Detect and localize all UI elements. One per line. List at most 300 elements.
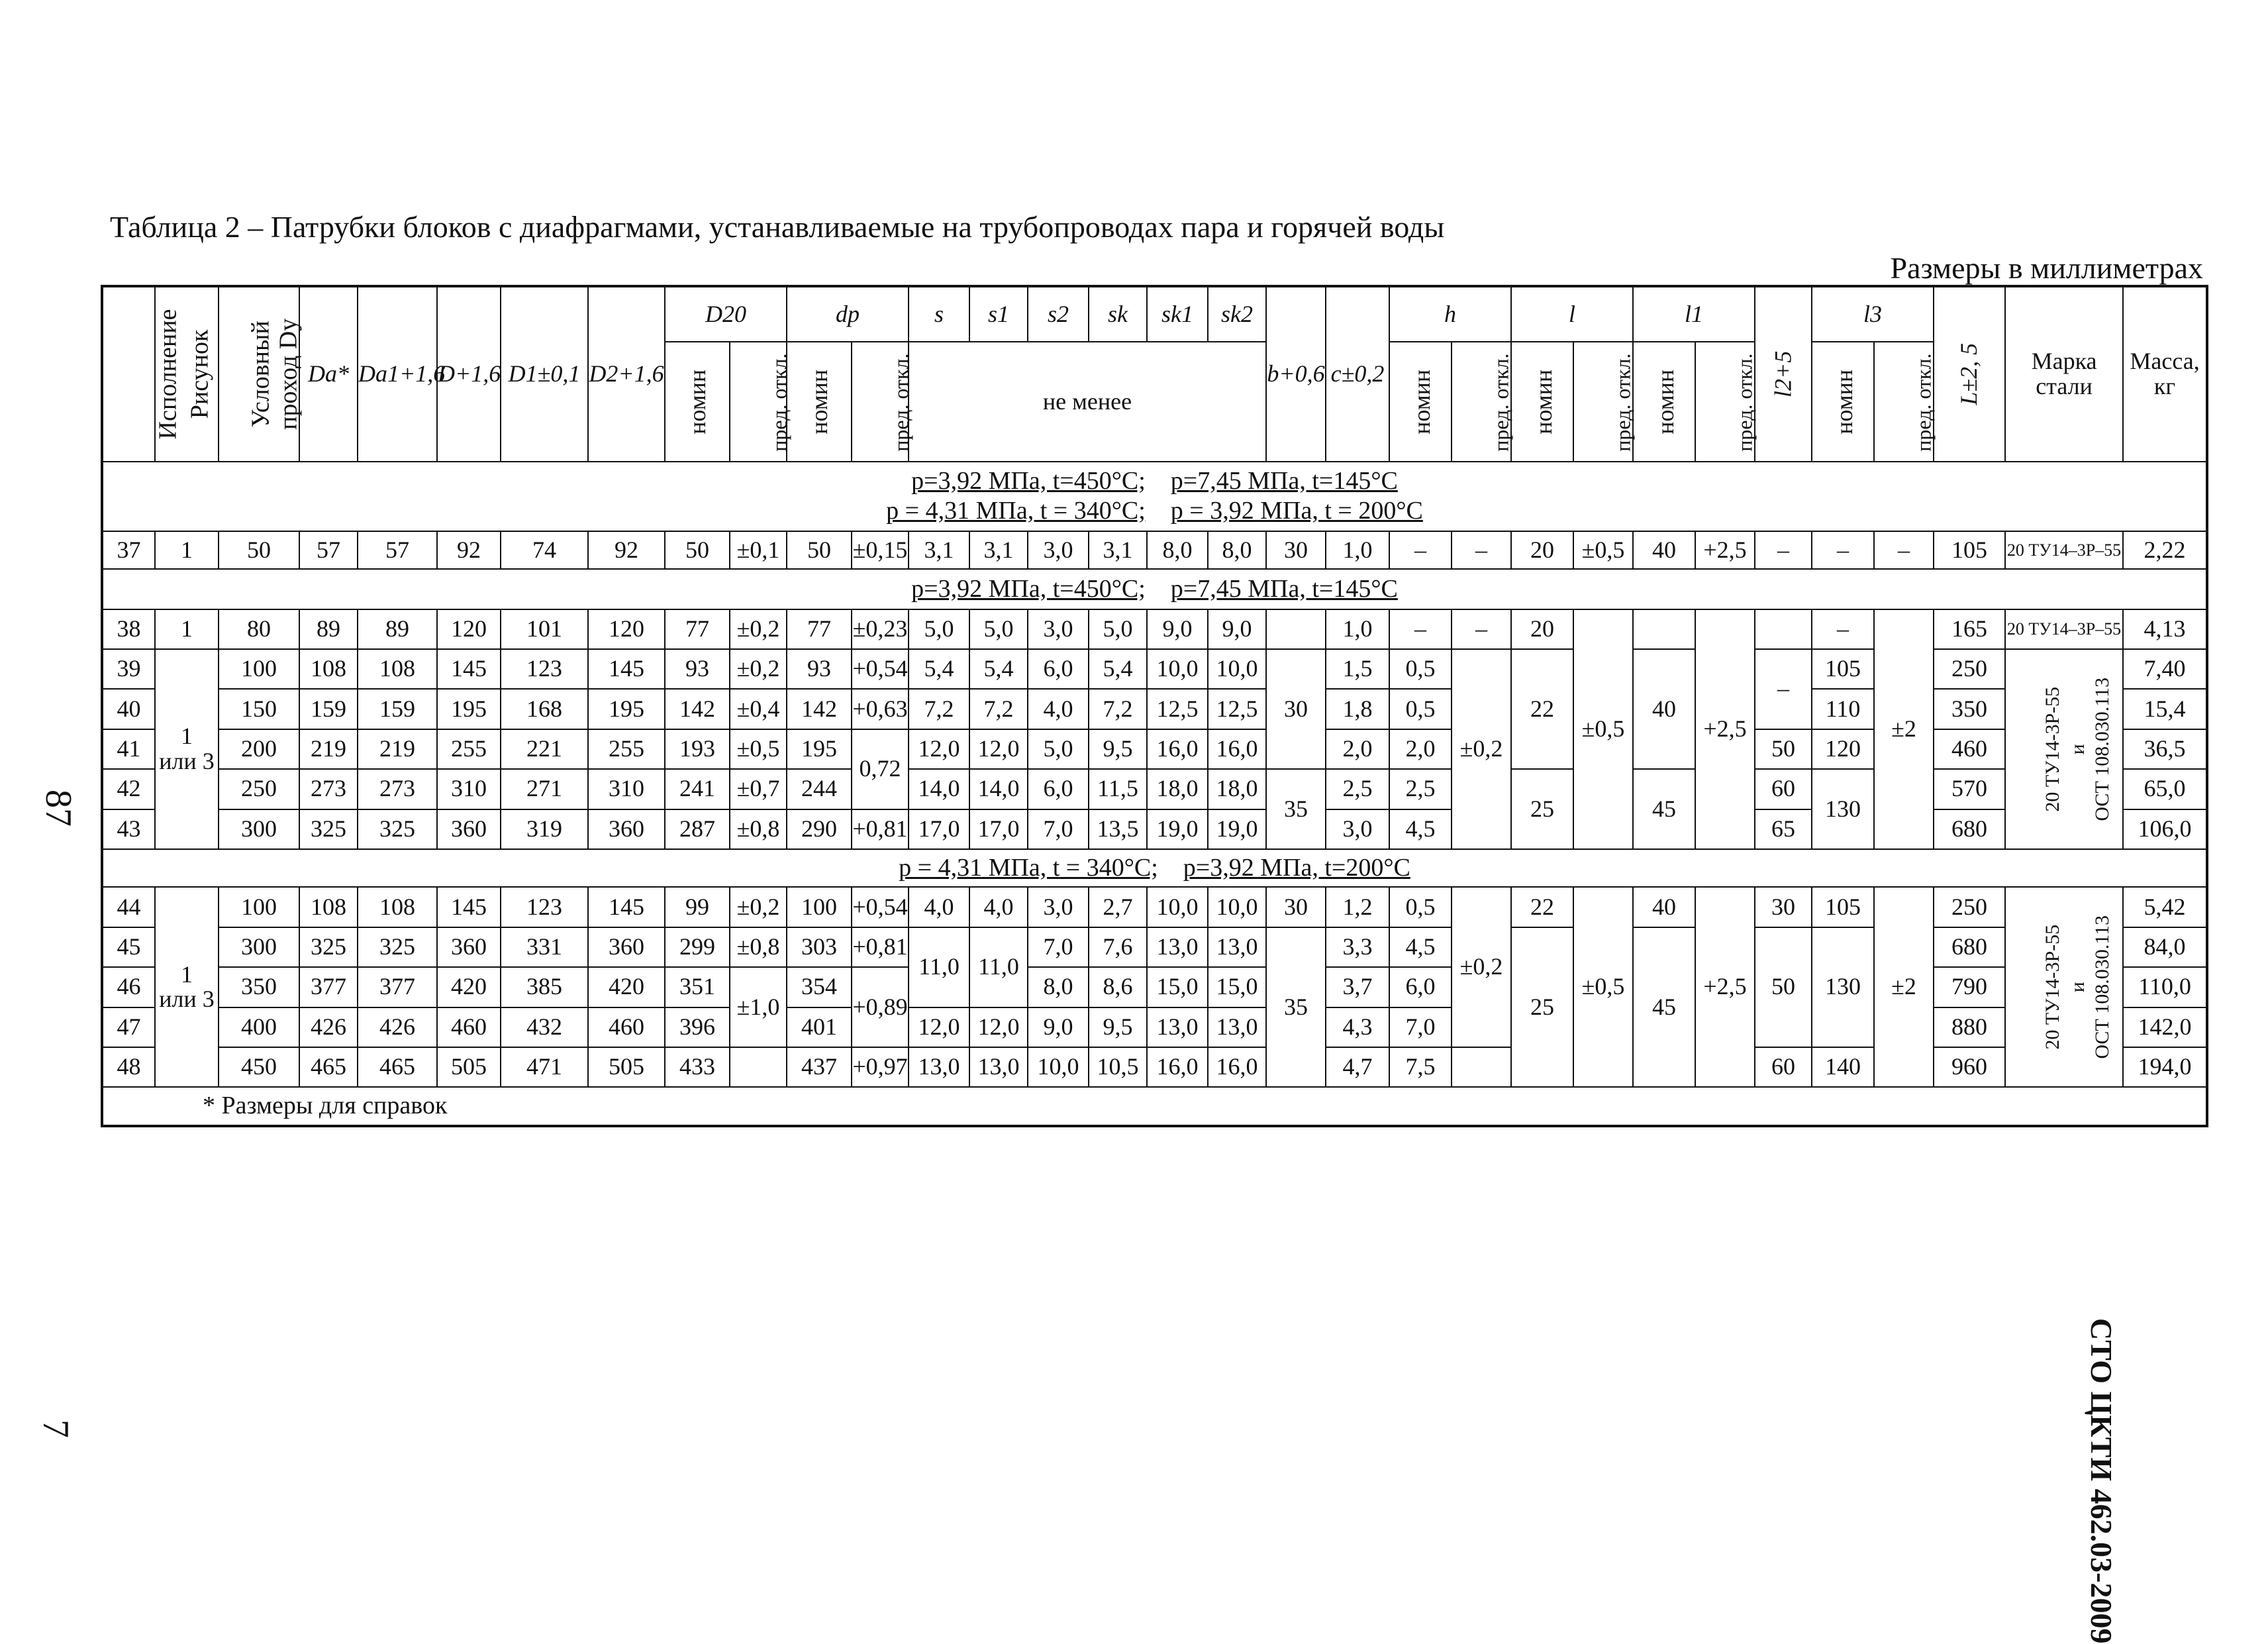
table-cell: 3,0 (1028, 531, 1089, 569)
table-cell: 40 (1633, 531, 1695, 569)
table-cell: 14,0 (909, 769, 969, 809)
header-l3-nomin: номин (1812, 342, 1874, 462)
condition-row (102, 849, 2207, 887)
table-cell: 7,6 (1089, 927, 1147, 967)
table-cell: 5,0 (1028, 729, 1089, 769)
table-cell: 195 (437, 689, 501, 729)
table-cell: 4,3 (1326, 1007, 1389, 1047)
table-cell: 7,2 (969, 689, 1028, 729)
table-cell: 20 ТУ14–3Р–55 (2005, 609, 2123, 649)
table-cell: 351 (665, 967, 730, 1007)
table-cell: 2,0 (1326, 729, 1389, 769)
page-number-bottom: 7 (35, 1419, 76, 1438)
table-cell: 108 (299, 649, 358, 689)
table-cell: 123 (501, 649, 588, 689)
table-cell: 10,0 (1147, 887, 1208, 927)
table-cell: 460 (1934, 729, 2005, 769)
table-cell: 12,0 (969, 729, 1028, 769)
table-cell: 35 (1266, 769, 1326, 849)
table-cell: 39 (102, 649, 155, 689)
table-cell: 65,0 (2123, 769, 2207, 809)
table-cell: 13,0 (1208, 927, 1266, 967)
table-cell: 145 (588, 649, 665, 689)
header-ispolnenie: Исполнение (102, 286, 155, 462)
table-cell: 5,42 (2123, 887, 2207, 927)
table-cell: 16,0 (1208, 1047, 1266, 1087)
table-cell: 377 (358, 967, 437, 1007)
table-cell: 420 (437, 967, 501, 1007)
table-cell: 505 (588, 1047, 665, 1087)
table-cell: 1,8 (1326, 689, 1389, 729)
table-cell: – (1812, 609, 1874, 649)
table-cell: 13,0 (969, 1047, 1028, 1087)
table-cell: 200 (219, 729, 299, 769)
table-cell: 5,4 (969, 649, 1028, 689)
header-risunok: Рисунок (155, 286, 219, 462)
table-cell: 100 (787, 887, 852, 927)
table-cell: 77 (787, 609, 852, 649)
table-cell: ±2 (1874, 609, 1934, 849)
table-cell: 360 (588, 927, 665, 967)
table-cell: 319 (501, 809, 588, 849)
header-c: c±0,2 (1326, 286, 1389, 462)
table-cell: 0,72 (852, 729, 909, 809)
table-cell: 19,0 (1208, 809, 1266, 849)
header-d20: D20 (665, 286, 787, 342)
table-cell: 40 (102, 689, 155, 729)
steel-cell: 20 ТУ14-3Р-55 и ОСТ 108.030.113 (2005, 887, 2123, 1087)
table-cell: 25 (1511, 927, 1573, 1088)
header-h: h (1389, 286, 1511, 342)
table-cell: ±0,2 (1452, 649, 1511, 849)
table-cell: 159 (358, 689, 437, 729)
table-cell: 3,0 (1028, 887, 1089, 927)
table-cell: – (1812, 531, 1874, 569)
table-title: Таблица 2 – Патрубки блоков с диафрагмами, устанавливаемые на трубопроводах пара и горячей воды (110, 210, 1445, 244)
table-cell: 8,6 (1089, 967, 1147, 1007)
table-cell: 37 (102, 531, 155, 569)
table-cell: 1,2 (1326, 887, 1389, 927)
header-da1: Da1+1,6 (358, 286, 437, 462)
table-cell: – (1389, 609, 1452, 649)
table-cell: 89 (299, 609, 358, 649)
header-sk1: sk1 (1147, 286, 1208, 342)
table-cell: 20 (1511, 531, 1573, 569)
condition-row (102, 569, 2207, 609)
table-cell: 15,4 (2123, 689, 2207, 729)
table-cell: 42 (102, 769, 155, 809)
condition-row (102, 462, 2207, 531)
table-cell: ±0,15 (852, 531, 909, 569)
table-cell: 6,0 (1028, 649, 1089, 689)
table-cell: 4,7 (1326, 1047, 1389, 1087)
table-cell: 36,5 (2123, 729, 2207, 769)
table-cell: 19,0 (1147, 809, 1208, 849)
condition-text: p=3,92 МПа, t=450°С; p=7,45 МПа, t=145°С (102, 569, 2207, 609)
table-cell: 74 (501, 531, 588, 569)
table-cell: 460 (437, 1007, 501, 1047)
table-cell: 165 (1934, 609, 2005, 649)
header-d2: D2+1,6 (588, 286, 665, 462)
table-cell: 30 (1755, 887, 1812, 927)
table-cell (1633, 609, 1695, 649)
table-cell: 221 (501, 729, 588, 769)
table-cell: 105 (1812, 649, 1874, 689)
table-cell: 12,5 (1147, 689, 1208, 729)
table-cell: +0,81 (852, 809, 909, 849)
table-cell: 310 (588, 769, 665, 809)
table-cell: 0,5 (1389, 689, 1452, 729)
table-cell: 20 (1511, 609, 1573, 649)
table-cell: 18,0 (1208, 769, 1266, 809)
table-cell: ±2 (1874, 887, 1934, 1087)
table-cell: ±0,2 (730, 649, 787, 689)
steel-cell: 20 ТУ14-3Р-55 и ОСТ 108.030.113 (2005, 649, 2123, 849)
table-cell: 505 (437, 1047, 501, 1087)
table-cell: 194,0 (2123, 1047, 2207, 1087)
header-b: b+0,6 (1266, 286, 1326, 462)
table-cell: – (1755, 649, 1812, 729)
table-cell: 244 (787, 769, 852, 809)
table-cell: 16,0 (1147, 1047, 1208, 1087)
table-cell: ±0,8 (730, 927, 787, 967)
table-cell: 219 (299, 729, 358, 769)
header-l-pred: пред. откл. (1573, 342, 1633, 462)
table-cell: 12,0 (909, 1007, 969, 1047)
table-cell: +0,97 (852, 1047, 909, 1087)
table-cell: 290 (787, 809, 852, 849)
table-cell: 255 (437, 729, 501, 769)
table-cell: 13,5 (1089, 809, 1147, 849)
table-cell: 9,5 (1089, 729, 1147, 769)
table-cell: 4,5 (1389, 809, 1452, 849)
table-cell: +2,5 (1695, 887, 1755, 1087)
table-cell: 120 (1812, 729, 1874, 769)
table-cell: 12,0 (969, 1007, 1028, 1047)
table-cell: 255 (588, 729, 665, 769)
table-cell: 1,0 (1326, 609, 1389, 649)
table-cell: 432 (501, 1007, 588, 1047)
table-cell: +0,89 (852, 967, 909, 1047)
table-cell: 680 (1934, 927, 2005, 967)
table-cell: 17,0 (969, 809, 1028, 849)
table-cell: 93 (787, 649, 852, 689)
table-cell: 77 (665, 609, 730, 649)
table-cell: 350 (219, 967, 299, 1007)
table-cell: 195 (787, 729, 852, 769)
table-cell: 9,0 (1208, 609, 1266, 649)
table-cell: 47 (102, 1007, 155, 1047)
table-cell: 385 (501, 967, 588, 1007)
table-cell: 219 (358, 729, 437, 769)
header-d20-nomin: номин (665, 342, 730, 462)
header-l-nomin: номин (1511, 342, 1573, 462)
header-s1: s1 (969, 286, 1028, 342)
table-cell: 350 (1934, 689, 2005, 729)
table-cell: 84,0 (2123, 927, 2207, 967)
table-cell: ±0,4 (730, 689, 787, 729)
table-cell: 271 (501, 769, 588, 809)
table-cell: 3,1 (909, 531, 969, 569)
table-cell: 1,5 (1326, 649, 1389, 689)
table-cell: ±1,0 (730, 967, 787, 1047)
table-cell: 10,0 (1208, 649, 1266, 689)
table-cell: – (1874, 531, 1934, 569)
table-cell: 110 (1812, 689, 1874, 729)
table-cell: 420 (588, 967, 665, 1007)
table-cell: 30 (1266, 649, 1326, 769)
table-cell: 80 (219, 609, 299, 649)
table-cell: 9,5 (1089, 1007, 1147, 1047)
table-cell: 45 (1633, 769, 1695, 849)
header-d20-pred: пред. откл. (730, 342, 787, 462)
table-cell: 18,0 (1147, 769, 1208, 809)
table-cell: 48 (102, 1047, 155, 1087)
table-cell: 65 (1755, 809, 1812, 849)
table-cell: 7,2 (1089, 689, 1147, 729)
table-cell: ±0,5 (1573, 887, 1633, 1087)
table-cell: 250 (1934, 649, 2005, 689)
header-steel: Марка стали (2005, 286, 2123, 462)
header-sk: sk (1089, 286, 1147, 342)
header-d1: D1±0,1 (501, 286, 588, 462)
table-cell: 360 (437, 809, 501, 849)
table-cell: 35 (1266, 927, 1326, 1088)
table-cell: +0,81 (852, 927, 909, 967)
table-cell: +0,54 (852, 649, 909, 689)
table-cell: 57 (299, 531, 358, 569)
table-cell: 325 (358, 927, 437, 967)
table-cell: 426 (358, 1007, 437, 1047)
table-cell: 11,0 (969, 927, 1028, 1007)
table-cell: 45 (102, 927, 155, 967)
table-cell: 250 (219, 769, 299, 809)
table-cell: +2,5 (1695, 531, 1755, 569)
header-l1: l1 (1633, 286, 1755, 342)
table-cell: 108 (358, 887, 437, 927)
table-cell: 437 (787, 1047, 852, 1087)
table-cell: 8,0 (1208, 531, 1266, 569)
table-cell: 123 (501, 887, 588, 927)
table-cell: +2,5 (1695, 609, 1755, 849)
table-cell: 7,40 (2123, 649, 2207, 689)
table-cell: 7,2 (909, 689, 969, 729)
table-cell: 108 (299, 887, 358, 927)
table-cell: 12,0 (909, 729, 969, 769)
table-cell: 50 (1755, 927, 1812, 1047)
table-cell: 57 (358, 531, 437, 569)
table-cell: – (1452, 609, 1511, 649)
table-cell: – (1452, 531, 1511, 569)
table-cell: 13,0 (909, 1047, 969, 1087)
header-da: Da* (299, 286, 358, 462)
table-cell: 25 (1511, 769, 1573, 849)
table-cell: +0,63 (852, 689, 909, 729)
table-cell: 5,4 (909, 649, 969, 689)
table-cell: 140 (1812, 1047, 1874, 1087)
table-cell: 101 (501, 609, 588, 649)
table-cell: 44 (102, 887, 155, 927)
table-cell: 12,5 (1208, 689, 1266, 729)
table-cell: 460 (588, 1007, 665, 1047)
table-cell: 46 (102, 967, 155, 1007)
table-cell (1266, 609, 1326, 649)
table-cell: 396 (665, 1007, 730, 1047)
table-cell: 110,0 (2123, 967, 2207, 1007)
header-ne-menee: не менее (909, 342, 1266, 462)
table-cell: ±0,5 (730, 729, 787, 769)
table-cell: – (1389, 531, 1452, 569)
table-cell: 20 ТУ14–3Р–55 (2005, 531, 2123, 569)
table-cell: ±0,8 (730, 809, 787, 849)
table-cell: +0,54 (852, 887, 909, 927)
table-cell: 100 (219, 649, 299, 689)
table-cell: 4,13 (2123, 609, 2207, 649)
header-l2: l2+5 (1755, 286, 1812, 462)
table-cell: 10,0 (1147, 649, 1208, 689)
table-cell: 354 (787, 967, 852, 1007)
table-cell: 10,0 (1028, 1047, 1089, 1087)
header-row-1 (102, 286, 2207, 342)
table-cell (1755, 609, 1812, 649)
table-cell: 8,0 (1147, 531, 1208, 569)
table-cell: 401 (787, 1007, 852, 1047)
table-cell: 45 (1633, 927, 1695, 1088)
table-cell: 2,5 (1389, 769, 1452, 809)
header-dp-nomin: номин (787, 342, 852, 462)
table-cell: 50 (1755, 729, 1812, 769)
table-cell: 108 (358, 649, 437, 689)
table-cell: 377 (299, 967, 358, 1007)
table-cell: 40 (1633, 887, 1695, 927)
table-cell: ±0,2 (730, 609, 787, 649)
table-cell: 11,0 (909, 927, 969, 1007)
table-cell: 145 (437, 887, 501, 927)
table-cell: 4,5 (1389, 927, 1452, 967)
table-cell: 40 (1633, 649, 1695, 769)
table-cell: 13,0 (1208, 1007, 1266, 1047)
table-cell: 310 (437, 769, 501, 809)
table-cell: 300 (219, 927, 299, 967)
table-cell: 360 (588, 809, 665, 849)
table-cell: 168 (501, 689, 588, 729)
table-cell: 130 (1812, 769, 1874, 849)
table-cell: 3,7 (1326, 967, 1389, 1007)
table-cell: 4,0 (969, 887, 1028, 927)
table-cell: 680 (1934, 809, 2005, 849)
table-cell: 400 (219, 1007, 299, 1047)
table-cell: 14,0 (969, 769, 1028, 809)
header-l1-nomin: номин (1633, 342, 1695, 462)
table-cell: 142 (665, 689, 730, 729)
table-cell: 60 (1755, 769, 1812, 809)
table-cell: 4,0 (1028, 689, 1089, 729)
table-cell: 360 (437, 927, 501, 967)
header-L: L±2, 5 (1934, 286, 2005, 462)
table-cell: 43 (102, 809, 155, 849)
table-cell: 960 (1934, 1047, 2005, 1087)
table-cell: 13,0 (1147, 1007, 1208, 1047)
table-cell: 287 (665, 809, 730, 849)
table-cell (730, 1047, 787, 1087)
table-cell: 9,0 (1028, 1007, 1089, 1047)
table-cell: 22 (1511, 887, 1573, 927)
table-cell: 105 (1934, 531, 2005, 569)
table-cell: 130 (1812, 927, 1874, 1047)
table-cell: 2,7 (1089, 887, 1147, 927)
table-cell: 465 (358, 1047, 437, 1087)
table-cell: 50 (665, 531, 730, 569)
table-cell: 50 (787, 531, 852, 569)
table-cell: 2,22 (2123, 531, 2207, 569)
table-cell: 880 (1934, 1007, 2005, 1047)
table-cell: 3,1 (969, 531, 1028, 569)
table-cell: 9,0 (1147, 609, 1208, 649)
table-cell: 465 (299, 1047, 358, 1087)
table-cell: 303 (787, 927, 852, 967)
header-h-pred: пред. откл. (1452, 342, 1511, 462)
table-cell: 3,1 (1089, 531, 1147, 569)
header-h-nomin: номин (1389, 342, 1452, 462)
table-cell: 6,0 (1389, 967, 1452, 1007)
table-cell: ±0,1 (730, 531, 787, 569)
header-mass: Масса, кг (2123, 286, 2207, 462)
table-cell: 93 (665, 649, 730, 689)
table-cell: 273 (299, 769, 358, 809)
table-cell: 471 (501, 1047, 588, 1087)
table-cell: 13,0 (1147, 927, 1208, 967)
table-cell (1452, 1047, 1511, 1087)
figure-cell: 1 или 3 (155, 887, 219, 1087)
table-cell: ±0,5 (1573, 531, 1633, 569)
table-cell: 299 (665, 927, 730, 967)
condition-text: p = 4,31 МПа, t = 340°С; p=3,92 МПа, t=200°С (102, 849, 2207, 887)
table-cell: 790 (1934, 967, 2005, 1007)
figure-cell: 1 или 3 (155, 649, 219, 849)
table-cell: 2,0 (1389, 729, 1452, 769)
table-cell: 2,5 (1326, 769, 1389, 809)
table-row (102, 609, 2207, 649)
units-note: Размеры в миллиметрах (1890, 251, 2203, 285)
table-cell: 159 (299, 689, 358, 729)
patrubki-table (101, 285, 2208, 1127)
table-cell: 145 (437, 649, 501, 689)
table-cell: 1,0 (1326, 531, 1389, 569)
table-cell: 250 (1934, 887, 2005, 927)
table-cell: 100 (219, 887, 299, 927)
table-cell: 30 (1266, 887, 1326, 927)
header-l3: l3 (1812, 286, 1934, 342)
table-cell: 106,0 (2123, 809, 2207, 849)
table-cell: 1 (155, 609, 219, 649)
table-cell: 30 (1266, 531, 1326, 569)
table-cell: 150 (219, 689, 299, 729)
table-cell: 8,0 (1028, 967, 1089, 1007)
header-dp-pred: пред. откл. (852, 342, 909, 462)
table-cell: 5,0 (1089, 609, 1147, 649)
table-cell: 92 (588, 531, 665, 569)
table-cell: 38 (102, 609, 155, 649)
table-cell: 6,0 (1028, 769, 1089, 809)
table-cell: 142,0 (2123, 1007, 2207, 1047)
table-row (102, 531, 2207, 569)
table-cell: 41 (102, 729, 155, 769)
table-cell: 15,0 (1208, 967, 1266, 1007)
header-s: s (909, 286, 969, 342)
table-cell: 16,0 (1147, 729, 1208, 769)
table-cell: ±0,5 (1573, 609, 1633, 849)
footnote: * Размеры для справок (102, 1087, 2207, 1126)
